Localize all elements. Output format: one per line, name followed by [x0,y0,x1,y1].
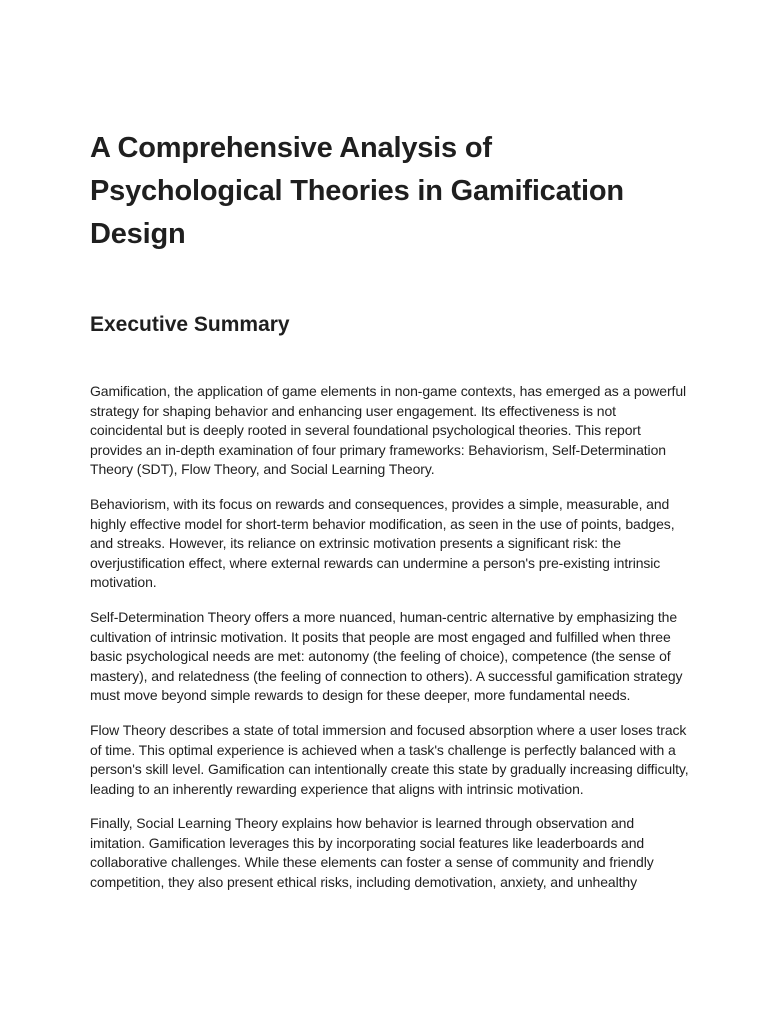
paragraph-behaviorism: Behaviorism, with its focus on rewards and consequences, provides a simple, measurable, and highly effective model for short-term behavior modification, as seen in the use of points, badges, and streaks. However, its reliance on extrinsic motivation presents a significant risk: the overjustification effect, where external rewards can undermine a person's pre-existing intrinsic motivation. [90,495,675,591]
paragraph-social-learning: Finally, Social Learning Theory explains how behavior is learned through observation and imitation. Gamification leverages this by incorporating social features like leaderboards and collaborative challenges. While these elements can foster a sense of community and friendly competition, they also present ethical risks, including demotivation, anxiety, and unhealthy [90,815,654,891]
paragraph-flow-theory: Flow Theory describes a state of total immersion and focused absorption where a user loses track of time. This optimal experience is achieved when a task's challenge is perfectly balanced with a person's skill level. Gamification can intentionally create this state by gradually increasing difficulty, leading to an inherently rewarding experience that aligns with intrinsic motivation. [90,721,689,797]
executive-summary-body [90,382,690,893]
paragraph-intro: Gamification, the application of game elements in non-game contexts, has emerged as a powerful strategy for shaping behavior and enhancing user engagement. Its effectiveness is not coincidental but is deeply rooted in several foundational psychological theories. This report provides an in-depth examination of four primary frameworks: Behaviorism, Self-Determination Theory (SDT), Flow Theory, and Social Learning Theory. [90,383,687,478]
section-heading-executive-summary: Executive Summary [90,313,290,336]
document-title: A Comprehensive Analysis of Psychological Theories in Gamification Design [90,132,624,250]
paragraph-self-determination: Self-Determination Theory offers a more nuanced, human-centric alternative by emphasizing the cultivation of intrinsic motivation. It posits that people are most engaged and fulfilled when three basic psychological needs are met: autonomy (the feeling of choice), competence (the sense of mastery), and relatedness (the feeling of connection to others). A successful gamification strategy must move beyond simple rewards to design for these deeper, more fundamental needs. [90,608,683,704]
document-page [90,127,690,908]
